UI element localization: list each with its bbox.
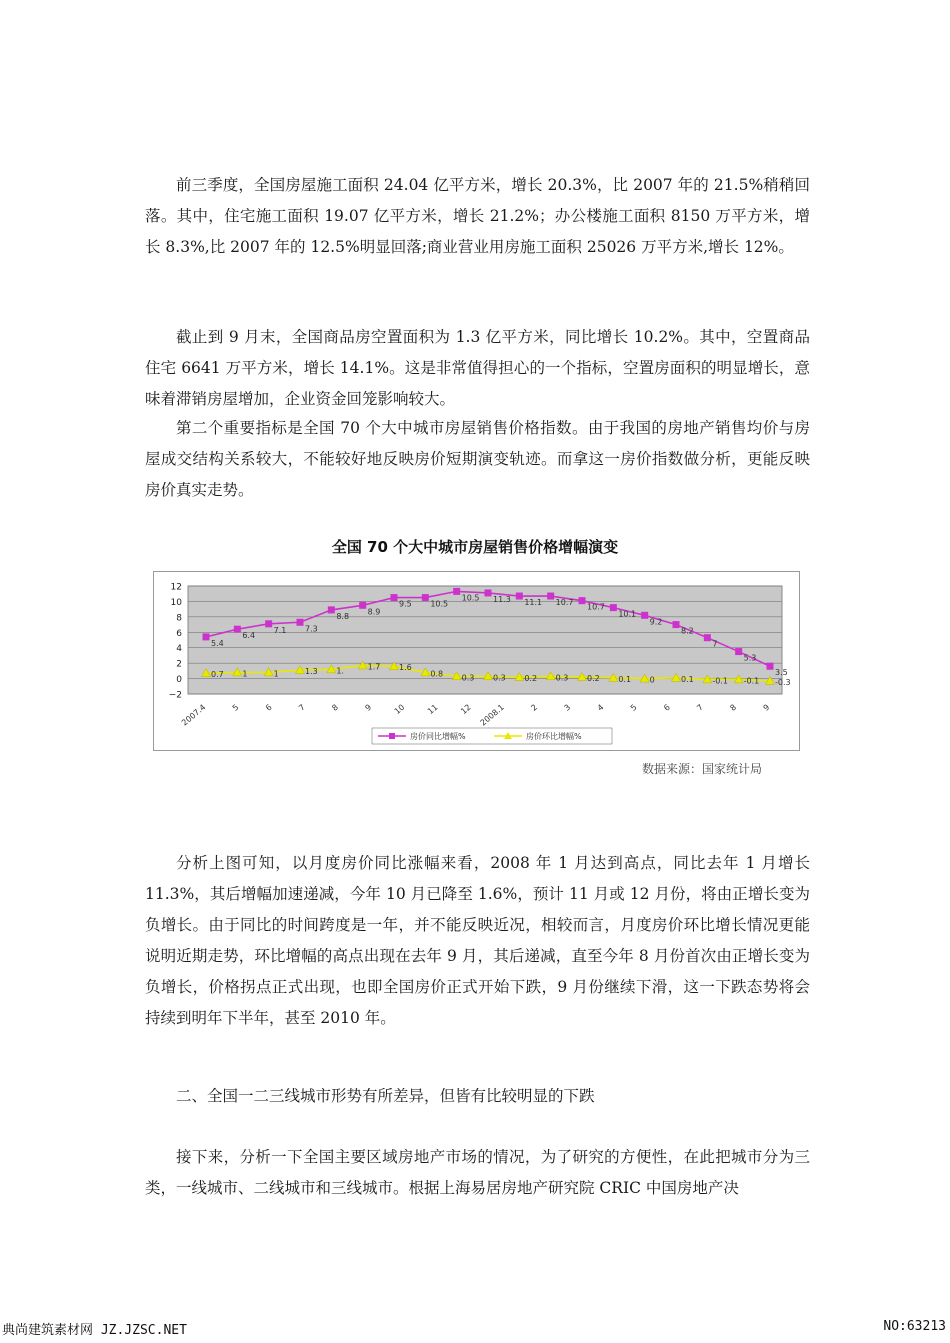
legend-label-yoy: 房价同比增幅% [410,732,466,741]
x-tick-label: 2007.4 [180,702,208,728]
data-point-yoy [422,594,429,601]
chart-frame [153,571,800,751]
x-tick-label: 6 [263,702,274,713]
data-label: 8.2 [681,626,694,636]
data-label: 10.1 [618,609,637,619]
data-label: 6.4 [242,631,256,641]
data-label: 0.1 [681,674,694,684]
data-label: 3.5 [775,668,788,678]
x-tick-label: 4 [595,702,606,713]
y-tick-label: 6 [176,628,182,639]
x-tick-label: 12 [459,702,473,717]
data-point-yoy [234,626,241,633]
chart-title: 全国 70 个大中城市房屋销售价格增幅演变 [331,538,619,556]
data-label: 7 [712,639,718,649]
data-point-yoy [391,594,398,601]
x-tick-label: 8 [728,702,739,713]
price-growth-chart [154,572,799,750]
data-label: 5.3 [743,653,757,663]
data-label: 7.1 [273,625,287,635]
x-tick-label: 2008.1 [478,702,506,728]
x-tick-label: 9 [363,702,374,713]
data-label: 0.3 [493,673,506,683]
data-label: 8.9 [367,607,381,617]
y-tick-label: −2 [168,690,182,701]
data-point-yoy [203,633,210,640]
x-tick-label: 3 [562,702,573,713]
data-point-yoy [453,588,460,595]
x-tick-label: 10 [392,702,407,717]
data-label: 9.2 [649,617,663,627]
data-label: 10.7 [555,598,574,608]
legend-marker-yoy [389,733,395,739]
y-tick-label: 4 [176,644,182,655]
data-point-yoy [485,589,492,596]
x-tick-label: 11 [425,702,440,717]
x-tick-label: 7 [297,702,307,713]
data-label: 0.2 [587,674,600,684]
data-point-yoy [767,663,774,670]
x-tick-label: 6 [662,702,672,713]
legend-label-mom: 房价环比增幅% [526,732,582,741]
data-point-yoy [673,621,680,628]
data-point-yoy [610,604,617,611]
data-point-yoy [516,593,523,600]
data-source-note: 数据来源：国家统计局 [642,762,763,776]
data-point-yoy [359,602,366,609]
data-label: 0.3 [461,673,475,683]
x-tick-label: 2 [529,702,540,713]
footer-number: NO:63213 [883,1319,946,1334]
data-label: 0.1 [618,674,632,684]
data-point-yoy [265,620,272,627]
data-label: 0.8 [430,669,444,679]
data-point-yoy [297,619,304,626]
data-label: 7.3 [305,624,318,634]
data-label: 10.7 [587,602,605,612]
data-label: -0.3 [775,677,791,687]
data-point-yoy [735,648,742,655]
data-label: 10.5 [461,593,480,603]
data-label: 0 [649,675,655,685]
data-label: 1.7 [367,662,381,672]
data-label: 0.3 [555,673,569,683]
data-label: 8.8 [336,611,350,621]
data-label: 1.6 [399,663,412,673]
x-tick-label: 5 [628,702,639,713]
x-tick-label: 9 [761,702,772,713]
y-tick-label: 8 [176,613,182,624]
x-tick-label: 5 [230,702,241,713]
data-point-yoy [328,606,335,613]
data-point-yoy [704,634,711,641]
data-label: 1 [273,669,279,679]
y-tick-label: 0 [176,675,182,686]
data-label: 1. [336,666,344,676]
data-label: 11.1 [524,598,543,608]
section-heading: 二、全国一二三线城市形势有所差异，但皆有比较明显的下跌 [176,1087,595,1105]
paragraph-price-index: 第二个重要指标是全国 70 个大中城市房屋销售价格指数。由于我国的房地产销售均价与房屋成交结构关系较大，不能较好地反映房价短期演变轨迹。而拿这一房价指数做分析，更能反映房价真实走势。 [145,419,810,499]
data-label: 5.4 [211,638,224,648]
data-point-yoy [547,593,554,600]
data-label: 1 [242,669,248,679]
x-tick-label: 8 [330,702,340,713]
paragraph-vacancy: 截止到 9 月末，全国商品房空置面积为 1.3 亿平方米，同比增长 10.2%。其中，空置商品住宅 6641 万平方米，增长 14.1%。这是非常值得担心的一个指标，空置房面积的明显增长，意味着滞销房屋增加，企业资金回笼影响较大。 [145,328,810,408]
footer-watermark: 典尚建筑素材网 JZ.JZSC.NET [2,1323,187,1338]
paragraph-analysis: 分析上图可知，以月度房价同比涨幅来看，2008 年 1 月达到高点，同比去年 1 月增长 11.3%，其后增幅加速递减，今年 10 月已降至 1.6%，预计 11 月或 12 月份，将由正增长变为负增长。由于同比的时间跨度是一年，并不能反映近况，相较而言，月度房价环比增长情况更能说明近期走势，环比增幅的高点出现在去年 9 月，其后递减，直至今年 8 月份首次由正增长变为负增长，价格拐点正式出现，也即全国房价正式开始下跌，9 月份继续下滑，这一下跌态势将会持续到明年下半年，甚至 2010 年。 [145,854,810,1027]
data-label: 0.7 [211,670,224,680]
data-point-yoy [579,597,586,604]
data-label: 9.5 [399,599,412,609]
x-tick-label: 7 [695,702,705,713]
paragraph-construction-area: 前三季度，全国房屋施工面积 24.04 亿平方米，增长 20.3%，比 2007 年的 21.5%稍稍回落。其中，住宅施工面积 19.07 亿平方米，增长 21.2%；办公楼施工面积 8150 万平方米，增长 8.3%,比 2007 年的 12.5%明显回落;商业营业用房施工面积 25026 万平方米,增长 12%。 [145,176,810,256]
data-label: 1.3 [305,667,318,677]
y-tick-label: 2 [176,659,182,670]
y-tick-label: 12 [170,582,182,593]
data-label: 10.5 [430,599,449,609]
data-label: 11.3 [493,594,511,604]
paragraph-regions: 接下来，分析一下全国主要区域房地产市场的情况，为了研究的方便性，在此把城市分为三类，一线城市、二线城市和三线城市。根据上海易居房地产研究院 CRIC 中国房地产决 [145,1148,810,1197]
data-point-yoy [641,612,648,619]
y-tick-label: 10 [170,597,182,608]
data-label: -0.1 [743,676,760,686]
data-label: -0.1 [712,676,728,686]
data-label: 0.2 [524,674,538,684]
